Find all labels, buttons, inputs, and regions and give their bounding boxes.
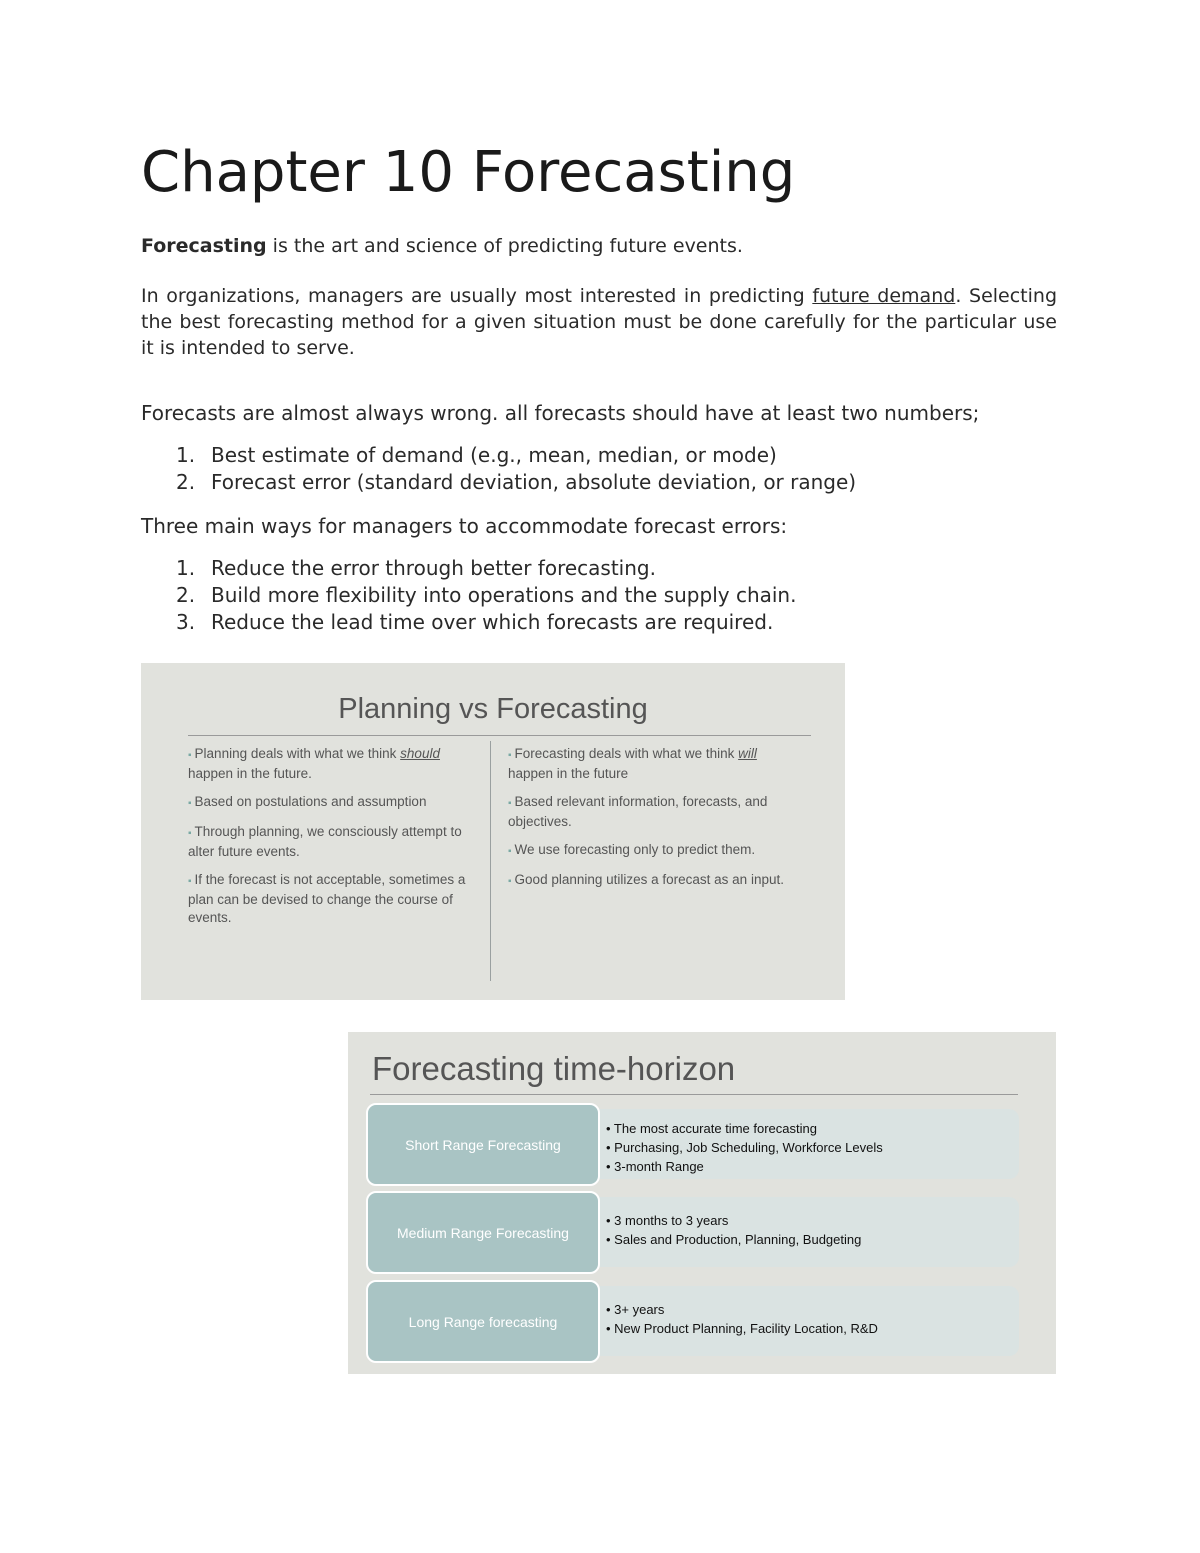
forecasting-definition: is the art and science of predicting future events. (266, 235, 743, 257)
detail-line: • New Product Planning, Facility Location, R&D (606, 1321, 878, 1336)
bullet-text: Planning deals with what we think (194, 746, 401, 761)
slide-title: Planning vs Forecasting (338, 693, 648, 725)
emphasis-should: should (400, 746, 440, 761)
list-number: 2. (176, 470, 196, 494)
medium-range-details (586, 1197, 1019, 1267)
slide-divider (370, 1094, 1018, 1095)
list-text: Build more flexibility into operations and the supply chain. (211, 583, 797, 607)
bullet-text: happen in the future. (188, 766, 312, 781)
list-text: Reduce the error through better forecasting. (211, 556, 656, 580)
list-text: Reduce the lead time over which forecasts are required. (211, 610, 774, 634)
para2-after: . Selecting the best forecasting method for a given situation must be done carefully for the particular use it is intended to serve. (141, 285, 1058, 359)
emphasis-will: will (738, 746, 757, 761)
forecasts-intro: Forecasts are almost always wrong. all forecasts should have at least two numbers; (141, 401, 980, 425)
detail-line: • 3 months to 3 years (606, 1213, 729, 1228)
slide-divider (188, 735, 811, 736)
forecasting-term: Forecasting (141, 235, 267, 257)
list-number: 3. (176, 610, 196, 634)
detail-line: • Purchasing, Job Scheduling, Workforce Levels (606, 1140, 883, 1155)
forecasting-time-horizon-slide (348, 1032, 1056, 1374)
bullet-icon: ▪ (508, 750, 512, 761)
long-range-details (586, 1286, 1019, 1356)
long-range-row (366, 1280, 1020, 1363)
list-text: Forecast error (standard deviation, absolute deviation, or range) (211, 470, 857, 494)
column-divider (490, 741, 491, 981)
page-title: Chapter 10 Forecasting (141, 140, 796, 205)
bullet-text: Based on postulations and assumption (194, 794, 427, 809)
bullet-text: Good planning utilizes a forecast as an input. (514, 872, 784, 887)
bullet-icon: ▪ (188, 750, 192, 761)
long-range-label: Long Range forecasting (366, 1280, 600, 1363)
bullet-text: Based relevant information, forecasts, and objectives. (508, 794, 768, 829)
bullet-item (183, 745, 483, 783)
planning-column (183, 745, 483, 937)
list-number: 2. (176, 583, 196, 607)
para2-before: In organizations, managers are usually most interested in predicting (141, 285, 813, 307)
medium-range-row (366, 1191, 1020, 1274)
short-range-details (586, 1109, 1019, 1179)
ways-intro: Three main ways for managers to accommodate forecast errors: (141, 514, 788, 538)
bullet-text: If the forecast is not acceptable, sometimes a plan can be devised to change the course of events. (188, 872, 466, 925)
bullet-item (183, 793, 483, 813)
bullet-item (183, 823, 483, 861)
bullet-text: Forecasting deals with what we think (514, 746, 739, 761)
short-range-label: Short Range Forecasting (366, 1103, 600, 1186)
slide-title: Forecasting time-horizon (372, 1050, 736, 1087)
bullet-icon: ▪ (188, 828, 192, 839)
detail-line: • 3+ years (606, 1302, 665, 1317)
future-demand-text: future demand (812, 285, 956, 307)
bullet-item (183, 871, 483, 927)
bullet-icon: ▪ (188, 876, 192, 887)
bullet-item (503, 745, 803, 783)
short-range-row (366, 1103, 1020, 1186)
bullet-icon: ▪ (188, 798, 192, 809)
detail-line: • The most accurate time forecasting (606, 1121, 817, 1136)
detail-line: • Sales and Production, Planning, Budgeting (606, 1232, 862, 1247)
organizations-paragraph (141, 283, 1057, 361)
bullet-text: happen in the future (508, 766, 629, 781)
bullet-icon: ▪ (508, 798, 512, 809)
list-number: 1. (176, 443, 196, 467)
definition-paragraph (141, 233, 1057, 259)
list-text: Best estimate of demand (e.g., mean, median, or mode) (211, 443, 777, 467)
bullet-item (503, 841, 803, 861)
planning-vs-forecasting-slide (141, 663, 845, 1000)
forecasting-column (503, 745, 803, 901)
medium-range-label: Medium Range Forecasting (366, 1191, 600, 1274)
bullet-item (503, 793, 803, 831)
bullet-text: We use forecasting only to predict them. (514, 842, 756, 857)
bullet-icon: ▪ (508, 846, 512, 857)
bullet-icon: ▪ (508, 876, 512, 887)
list-number: 1. (176, 556, 196, 580)
detail-line: • 3-month Range (606, 1159, 704, 1174)
bullet-text: Through planning, we consciously attempt to alter future events. (188, 824, 462, 859)
bullet-item (503, 871, 803, 891)
